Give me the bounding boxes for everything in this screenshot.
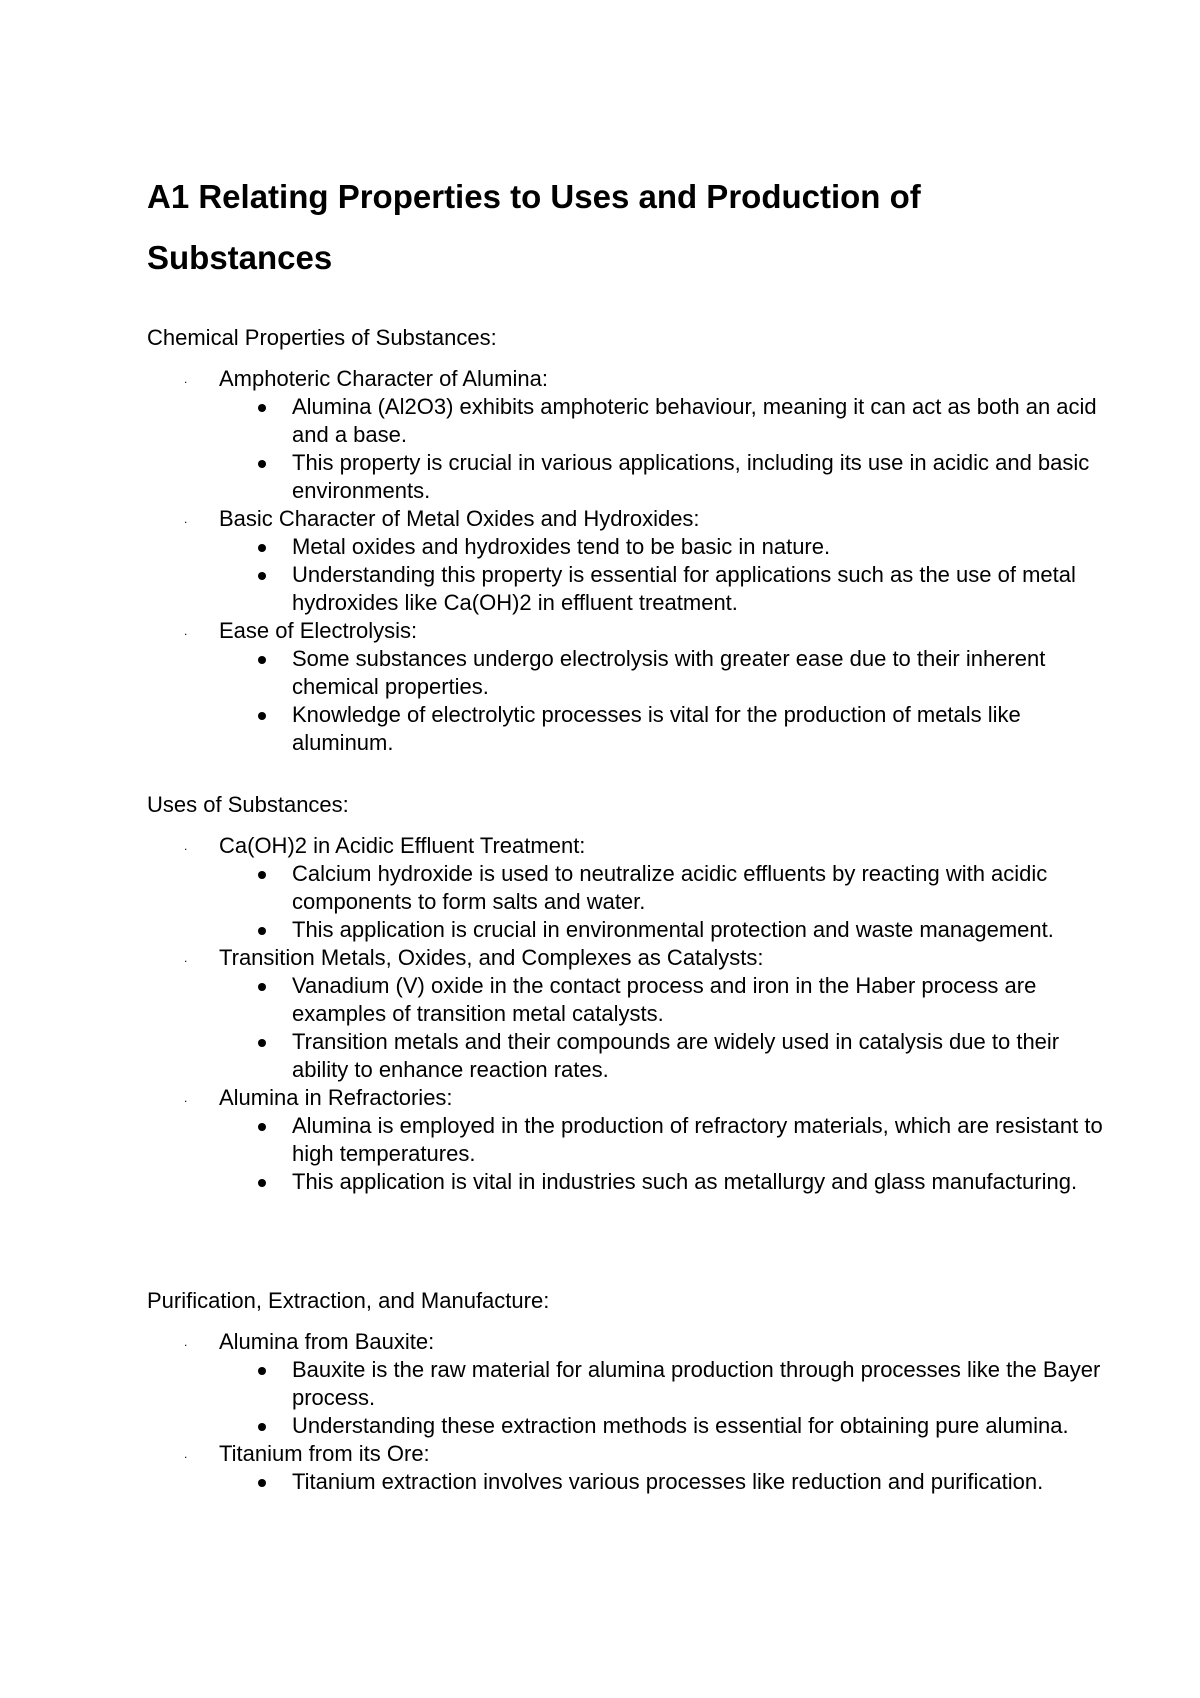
list-item-text: Understanding these extraction methods is essential for obtaining pure alumina. xyxy=(292,1413,1069,1438)
bullet-icon xyxy=(258,1179,266,1187)
list-item-text: Transition metals and their compounds are widely used in catalysis due to their ability to enhance reaction rates. xyxy=(292,1029,1060,1082)
bullet-list xyxy=(147,533,1107,617)
bullet-icon xyxy=(258,404,266,412)
bullet-list xyxy=(147,1468,1107,1496)
bullet-list xyxy=(147,645,1107,757)
list-item xyxy=(292,449,1107,505)
bullet-icon xyxy=(258,1039,266,1047)
bullet-list xyxy=(147,972,1107,1084)
subsection-marker: . xyxy=(184,1335,188,1349)
subsection-title: Amphoteric Character of Alumina: xyxy=(219,366,548,391)
subsection-ease-of-electrolysis xyxy=(147,617,1107,757)
list-item-text: Understanding this property is essential for applications such as the use of metal hydroxides like Ca(OH)2 in effluent treatment. xyxy=(292,562,1076,615)
bullet-icon xyxy=(258,460,266,468)
list-item xyxy=(292,533,1107,561)
bullet-icon xyxy=(258,656,266,664)
subsection-marker: . xyxy=(184,512,188,526)
section-uses-of-substances xyxy=(147,791,1107,1196)
list-item-text: Metal oxides and hydroxides tend to be basic in nature. xyxy=(292,534,831,559)
list-item-text: This property is crucial in various applications, including its use in acidic and basic environments. xyxy=(292,450,1090,503)
bullet-icon xyxy=(258,927,266,935)
subsection-basic-character xyxy=(147,505,1107,617)
list-item-text: Knowledge of electrolytic processes is vital for the production of metals like aluminum. xyxy=(292,702,1021,755)
list-item-text: Bauxite is the raw material for alumina production through processes like the Bayer process. xyxy=(292,1357,1101,1410)
bullet-icon xyxy=(258,983,266,991)
bullet-list xyxy=(147,393,1107,505)
bullet-icon xyxy=(258,1123,266,1131)
bullet-icon xyxy=(258,572,266,580)
bullet-icon xyxy=(258,544,266,552)
subsection-title: Alumina in Refractories: xyxy=(219,1085,453,1110)
list-item-text: This application is vital in industries such as metallurgy and glass manufacturing. xyxy=(292,1169,1078,1194)
subsection-title: Transition Metals, Oxides, and Complexes as Catalysts: xyxy=(219,945,764,970)
section-heading: Purification, Extraction, and Manufacture: xyxy=(147,1288,550,1313)
list-item xyxy=(292,1168,1107,1196)
page-title: A1 Relating Properties to Uses and Production of Substances xyxy=(147,178,921,276)
list-item-text: Titanium extraction involves various processes like reduction and purification. xyxy=(292,1469,1044,1494)
list-item xyxy=(292,393,1107,449)
list-item-text: This application is crucial in environmental protection and waste management. xyxy=(292,917,1054,942)
list-item xyxy=(292,1468,1107,1496)
subsection-marker: . xyxy=(184,372,188,386)
section-heading: Uses of Substances: xyxy=(147,792,349,817)
bullet-icon xyxy=(258,1423,266,1431)
list-item xyxy=(292,916,1107,944)
bullet-icon xyxy=(258,1367,266,1375)
section-heading: Chemical Properties of Substances: xyxy=(147,325,497,350)
subsection-titanium-ore xyxy=(147,1440,1107,1496)
list-item xyxy=(292,701,1107,757)
bullet-icon xyxy=(258,1479,266,1487)
list-item-text: Vanadium (V) oxide in the contact process and iron in the Haber process are examples of transition metal catalysts. xyxy=(292,973,1037,1026)
list-item xyxy=(292,1028,1107,1084)
list-item xyxy=(292,860,1107,916)
list-item-text: Calcium hydroxide is used to neutralize acidic effluents by reacting with acidic components to form salts and water. xyxy=(292,861,1048,914)
list-item xyxy=(292,561,1107,617)
subsection-amphoteric-character xyxy=(147,365,1107,505)
list-item xyxy=(292,645,1107,701)
subsection-marker: . xyxy=(184,839,188,853)
subsection-marker: . xyxy=(184,1447,188,1461)
subsection-title: Alumina from Bauxite: xyxy=(219,1329,435,1354)
subsection-caoh2-effluent xyxy=(147,832,1107,944)
list-item xyxy=(292,972,1107,1028)
bullet-list xyxy=(147,1356,1107,1440)
subsection-marker: . xyxy=(184,951,188,965)
bullet-list xyxy=(147,860,1107,944)
subsection-alumina-refractories xyxy=(147,1084,1107,1196)
section-chemical-properties xyxy=(147,324,1107,757)
subsection-transition-metals xyxy=(147,944,1107,1084)
subsection-marker: . xyxy=(184,1091,188,1105)
list-item-text: Alumina (Al2O3) exhibits amphoteric behaviour, meaning it can act as both an acid and a base. xyxy=(292,394,1097,447)
list-item-text: Some substances undergo electrolysis with greater ease due to their inherent chemical properties. xyxy=(292,646,1046,699)
section-purification-extraction xyxy=(147,1287,1107,1496)
bullet-icon xyxy=(258,712,266,720)
subsection-title: Titanium from its Ore: xyxy=(219,1441,430,1466)
subsection-alumina-bauxite xyxy=(147,1328,1107,1440)
list-item xyxy=(292,1112,1107,1168)
bullet-icon xyxy=(258,871,266,879)
list-item-text: Alumina is employed in the production of refractory materials, which are resistant to high temperatures. xyxy=(292,1113,1103,1166)
bullet-list xyxy=(147,1112,1107,1196)
subsection-title: Ease of Electrolysis: xyxy=(219,618,418,643)
subsection-title: Basic Character of Metal Oxides and Hydroxides: xyxy=(219,506,700,531)
list-item xyxy=(292,1356,1107,1412)
subsection-title: Ca(OH)2 in Acidic Effluent Treatment: xyxy=(219,833,586,858)
subsection-marker: . xyxy=(184,624,188,638)
list-item xyxy=(292,1412,1107,1440)
